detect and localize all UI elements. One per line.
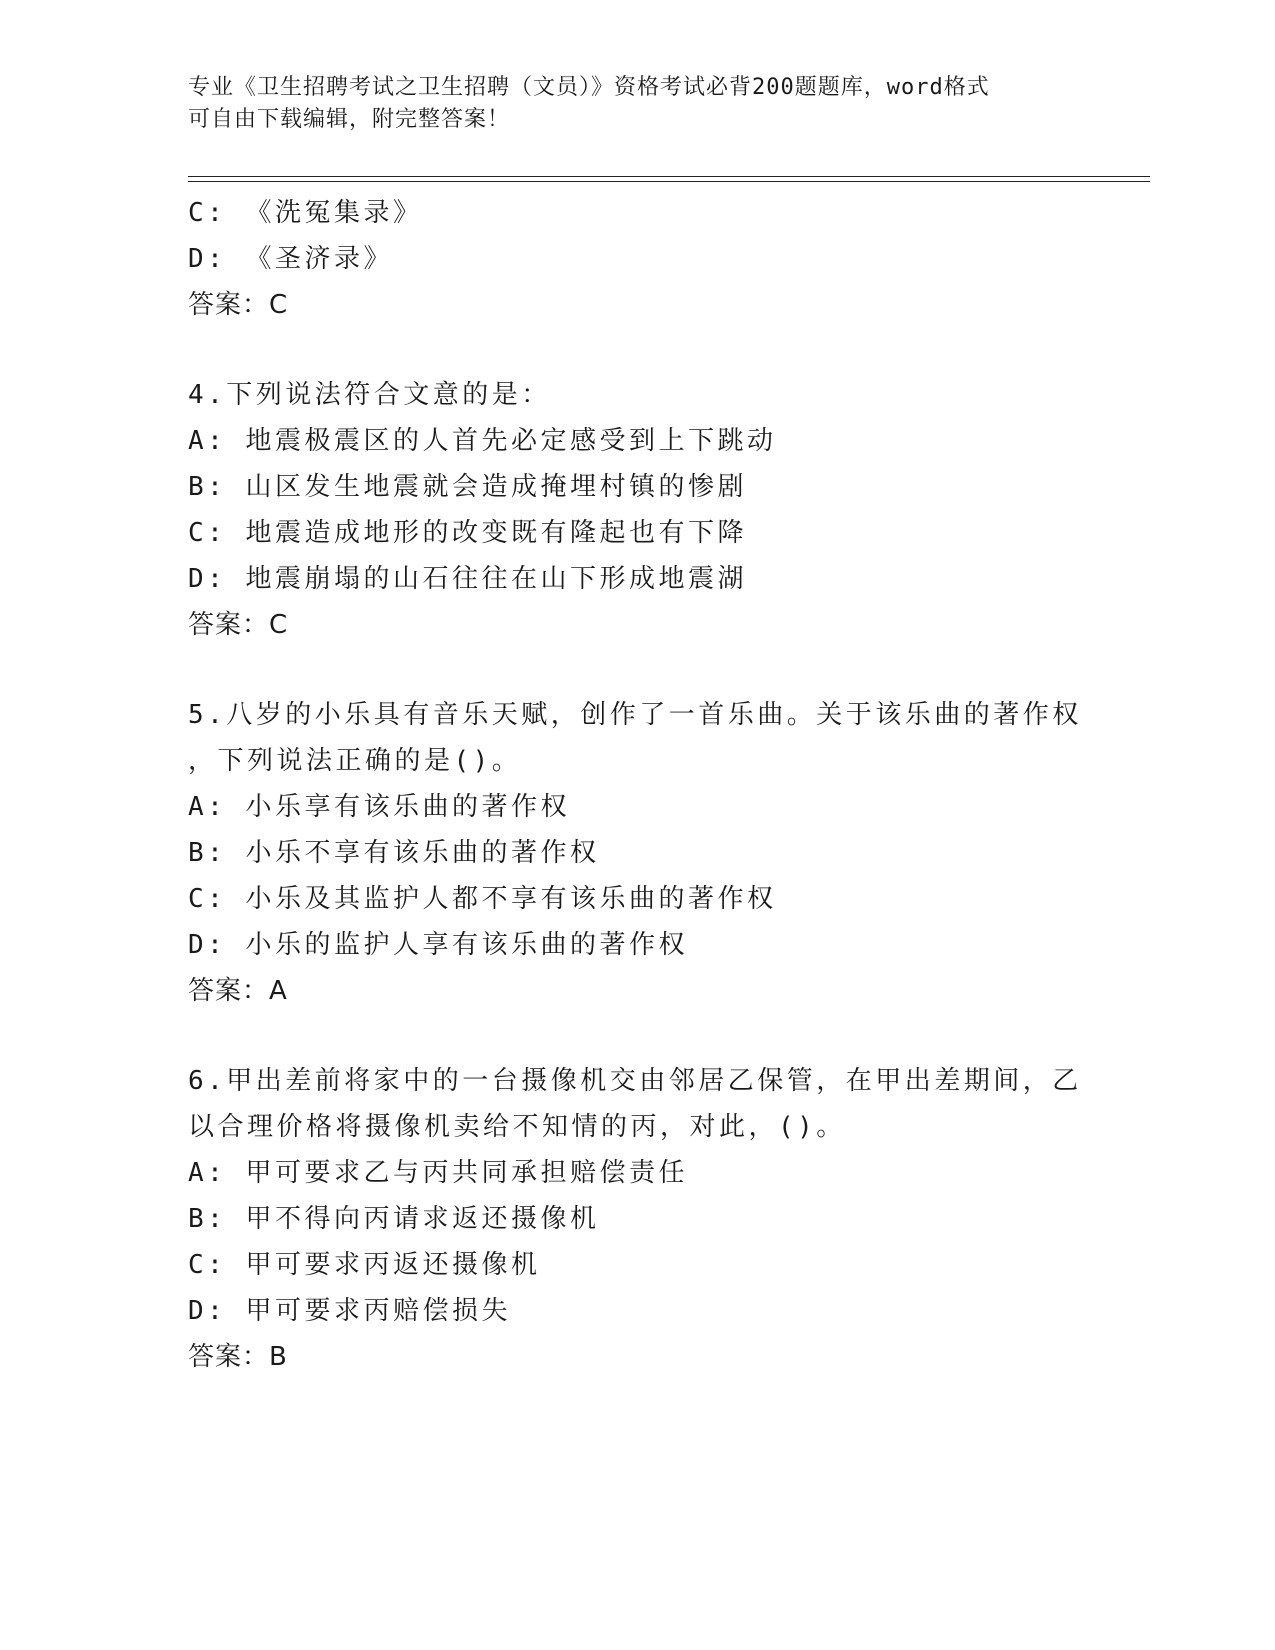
document-header	[188, 72, 1068, 136]
question-stem-line-2: ，下列说法正确的是()。	[188, 746, 522, 776]
question-stem-line-2: 以合理价格将摄像机卖给不知情的丙，对此，()。	[188, 1112, 846, 1142]
option-d: D: 甲可要求丙赔偿损失	[188, 1296, 511, 1326]
header-divider-top	[188, 176, 1150, 177]
option-d: D: 《圣济录》	[188, 244, 393, 274]
answer: 答案：C	[188, 610, 289, 640]
option-c: C: 甲可要求丙返还摄像机	[188, 1250, 541, 1280]
option-b: B: 山区发生地震就会造成掩埋村镇的惨剧	[188, 472, 747, 502]
question-3-tail	[188, 190, 1088, 328]
option-c: C: 小乐及其监护人都不享有该乐曲的著作权	[188, 884, 777, 914]
answer: 答案：A	[188, 976, 288, 1006]
question-4	[188, 372, 1088, 648]
question-stem: 4.下列说法符合文意的是：	[188, 380, 551, 410]
option-c: C: 地震造成地形的改变既有隆起也有下降	[188, 518, 747, 548]
option-d: D: 地震崩塌的山石往往在山下形成地震湖	[188, 564, 747, 594]
question-stem-line-1: 6.甲出差前将家中的一台摄像机交由邻居乙保管，在甲出差期间，乙	[188, 1066, 1082, 1096]
header-divider-bottom	[188, 181, 1150, 182]
option-c: C: 《洗冤集录》	[188, 198, 423, 228]
header-line-2: 可自由下载编辑，附完整答案！	[188, 107, 511, 132]
option-d: D: 小乐的监护人享有该乐曲的著作权	[188, 930, 688, 960]
option-b: B: 甲不得向丙请求返还摄像机	[188, 1204, 600, 1234]
option-a: A: 地震极震区的人首先必定感受到上下跳动	[188, 426, 777, 456]
question-stem-line-1: 5.八岁的小乐具有音乐天赋，创作了一首乐曲。关于该乐曲的著作权	[188, 700, 1082, 730]
option-a: A: 甲可要求乙与丙共同承担赔偿责任	[188, 1158, 688, 1188]
option-b: B: 小乐不享有该乐曲的著作权	[188, 838, 600, 868]
option-a: A: 小乐享有该乐曲的著作权	[188, 792, 570, 822]
question-5	[188, 692, 1088, 1014]
answer: 答案：B	[188, 1342, 288, 1372]
document-body	[188, 190, 1088, 1380]
header-line-1: 专业《卫生招聘考试之卫生招聘（文员）》资格考试必背200题题库，word格式	[188, 75, 990, 100]
question-6	[188, 1058, 1088, 1380]
answer: 答案：C	[188, 290, 289, 320]
